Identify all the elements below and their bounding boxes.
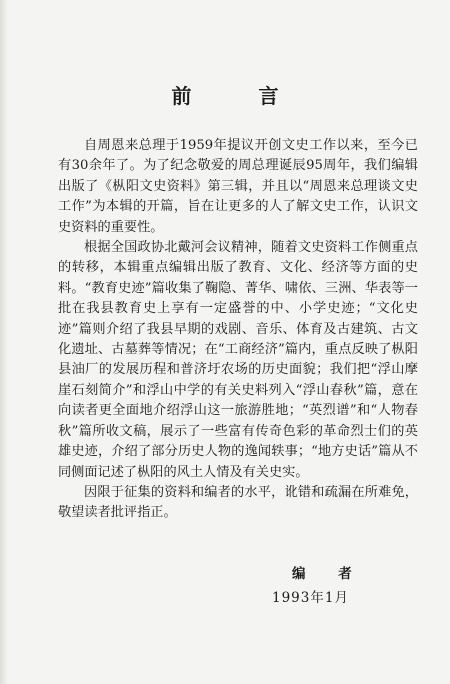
- signature-date: 1993年1月: [272, 590, 349, 606]
- paragraph-3: 因限于征集的资料和编者的水平，讹错和疏漏在所难免，敬望读者批评指正。: [58, 484, 418, 521]
- page-title: 前 言: [171, 84, 309, 108]
- paragraph-1: 自周恩来总理于1959年提议开创文史工作以来，至今已有30余年了。为了纪念敬爱的周总理诞辰95周年，我们编辑出版了《枞阳文史资料》第三辑，并且以“周恩来总理谈文史工作”为本辑的开篇，旨在让更多的人了解文史工作，认识文史资料的重要性。: [58, 138, 418, 235]
- signature-author: 编 者: [292, 566, 366, 582]
- document-body: [58, 136, 418, 524]
- paragraph-2: 根据全国政协北戴河会议精神，随着文史资料工作侧重点的转移，本辑重点编辑出版了教育、文化、经济等方面的史料。“教育史迹”篇收集了鞠隐、菁华、啸依、三洲、华表等一批在我县教育史上享有一定盛誉的中、小学史迹；“文化史迹”篇则介绍了我县早期的戏剧、音乐、体育及古建筑、古文化遗址、古墓葬等情况；在“工商经济”篇内，重点反映了枞阳县油厂的发展历程和普济圩农场的历史面貌；我们把“浮山摩崖石刻简介”和浮山中学的有关史料列入“浮山春秋”篇，意在向读者更全面地介绍浮山这一旅游胜地；“英烈谱”和“人物春秋”篇所收文稿，展示了一些富有传奇色彩的革命烈士们的英雄史迹，介绍了部分历史人物的逸闻轶事；“地方史话”篇从不同侧面记述了枞阳的风土人情及有关史实。: [58, 240, 418, 480]
